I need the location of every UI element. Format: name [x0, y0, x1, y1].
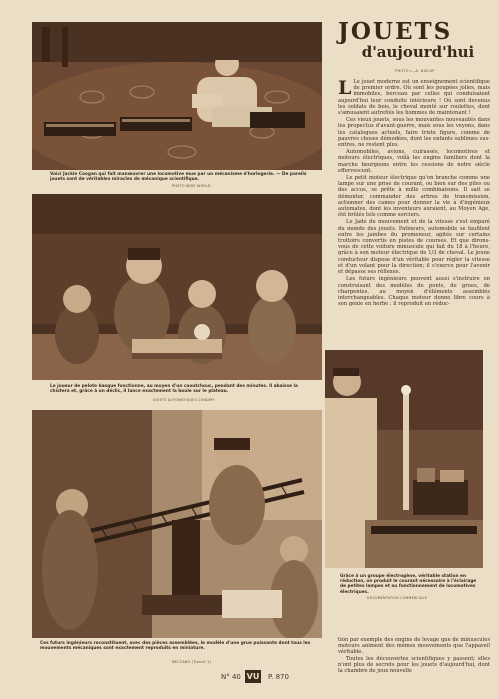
photo-boys-crane: [32, 410, 322, 638]
credit-photo2: JOUETS AUTOMATIQUES CONDIRY: [153, 398, 215, 402]
article-paragraph: Le petit moteur électrique qu'on branche comme une lampe sur une prise de courant, ou bien sur des piles ou des accus, se prête à mille combinaisons. Il sait se démonter, commander des arbres de transmission, actionner des cames pour donner la vie à d'ingénieux automates, dont les inventeurs auraient, au Moyen Age, été brûlés tels comme sorciers.: [338, 175, 490, 219]
article-paragraph: Les futurs ingénieurs peuvent aussi s'instruire en construisant des modèles de ponts, de grues, de charpentes, au moyen d'éléments assemblés interchangeables. Chaque moteur donne libre cours à son génie en herbe : il reproduit en réduc-: [338, 276, 490, 308]
article-paragraph: Automobiles, avions, cuirassés, locomotives et moteurs électriques, voilà les engins familiers dont la marche beurgeons entre les cessions de notre siècle effervescent.: [338, 149, 490, 174]
caption-photo4: Ces futurs ingénieurs reconstituent, avec des pièces assemblées, le modèle d'une grue puissante dont tous les mouvements mécaniques sont exactement reproduits en miniature.: [40, 641, 311, 652]
article-body: [338, 79, 490, 308]
title-credit: PHOTO L.-A. BIELUP: [395, 69, 435, 73]
photo-boy-generator: [325, 350, 483, 568]
issue-number: N° 40: [221, 673, 241, 681]
caption-photo1: Voici Jackie Coogan qui fait manœuvrer une locomotive mue par un mécanisme d'horlogerie. — De pareils jouets sont de véritables miracles de mécanique scientifique.: [50, 172, 307, 183]
photo-children-pelota: [32, 194, 322, 380]
page-number: P. 870: [268, 673, 289, 681]
credit-photo3: DOCUMENTATION COMMERCIALE: [367, 596, 428, 600]
credit-photo4: MECCANO (Transit 1): [172, 660, 212, 664]
drop-cap: L: [338, 77, 352, 99]
article-continuation: [338, 637, 490, 674]
credit-photo1: PHOTO WIDE WORLD: [172, 184, 211, 188]
page-title: JOUETS: [338, 18, 453, 45]
article-paragraph: Toutes les découvertes scientifiques y passent; elles n'ont plus de secrets pour les jouets d'aujourd'hui, dont la chambre de jeux nouvelle: [338, 655, 490, 675]
page-footer: [0, 670, 499, 684]
article-paragraph: tion par exemple des engins de levage que de minuscules moteurs animent des mêmes mouvements que l'appareil véritable.: [338, 637, 490, 656]
caption-photo2: Le joueur de pelote basque fonctionne, au moyen d'un caoutchouc, pendant des minutes. Il abaisse la chistera et, grâce à un déclic, il lance exactement la boule sur le plateau.: [50, 384, 298, 395]
article-paragraph: Ces vieux jouets, sous les mouvantes nouveautés dans les propectus d'avant-guerre, mais sous les veyons, dans les catalogues actuels, faire triste figure, comme de pauvres choses démodées, dont les enfants sublimes sus-entres, ne restent plus.: [338, 117, 490, 149]
article-paragraph: L Le jouet moderne est un enseignement scientifique de premier ordre. Où sont les poupées jolies, mais immobiles, berceau par celles qui conduisaient aujourd'hui leur conduite intérieure ! Où sont devenus les soldats de bois, le cheval monté sur roulettes, dont s'amusaient autrefois les hommes de maintenant !: [338, 77, 490, 117]
vu-logo: VU: [246, 672, 260, 681]
caption-photo3: Grâce à un groupe électrogène, véritable station en réduction, on produit le courant nécessaire à l'éclairage de petites lampes et au fonctionnement de locomotives électriques.: [340, 574, 477, 595]
page-subtitle: d'aujourd'hui: [361, 43, 475, 61]
photo-boy-with-train: [32, 22, 322, 170]
article-paragraph: Le Jade du mouvement et de la vitesse s'est emparé du monde des jouets. Patineurs, automobile se faufilent entre les jambes du promeneur, agités sur certains trottoirs convertis en pistes de courses. Et que dirons-vous de cette voiture minuscule qui fait du 18 à l'heure, grâce à son moteur électrique de 1/3 de cheval. Le jeune conducteur dispose d'un véritable pour régler la vitesse et d'un volant pour la direction; il s'exerce pour l'avenir et dépasse ses réflexes.: [338, 219, 490, 276]
